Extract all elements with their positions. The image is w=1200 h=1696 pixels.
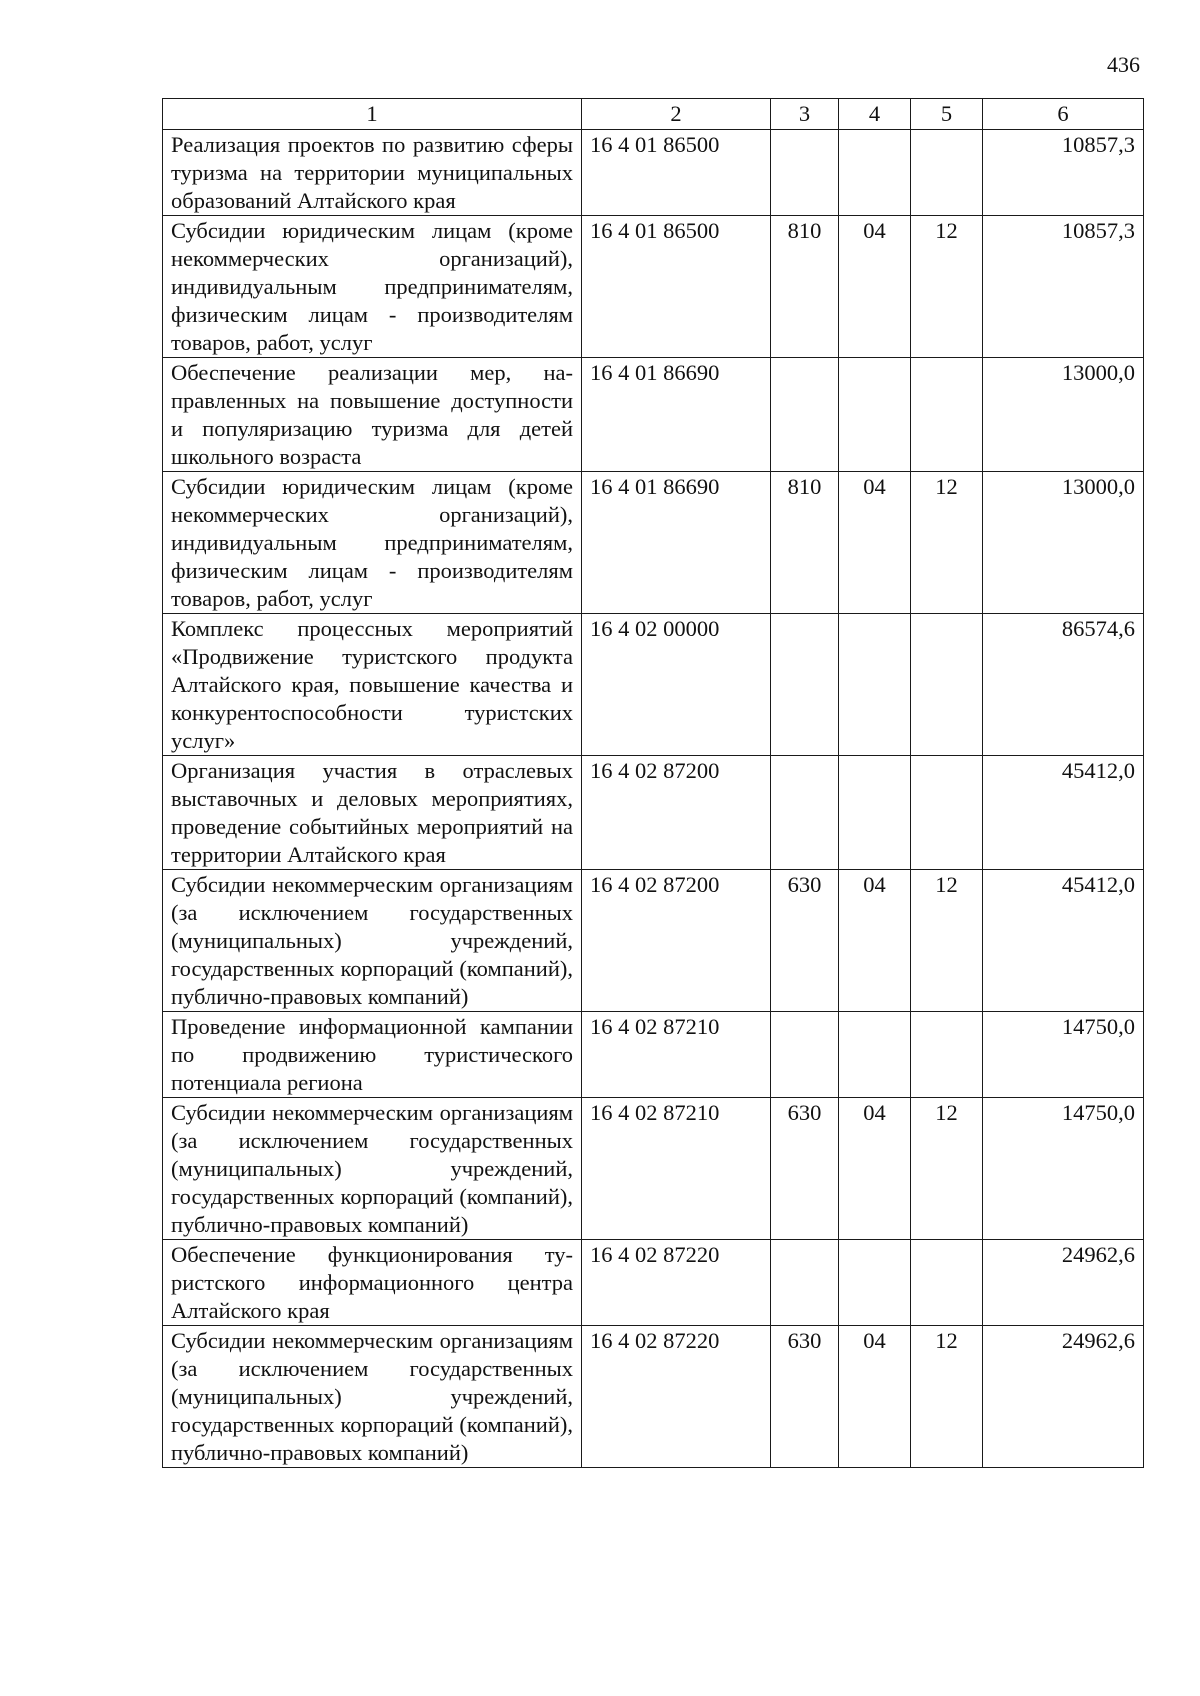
row-col-4: [839, 358, 911, 472]
header-col-6: 6: [983, 99, 1144, 130]
row-amount: 24962,6: [983, 1326, 1144, 1468]
table-row: [163, 472, 1144, 614]
row-col-5: [911, 130, 983, 216]
row-name: Субсидии некоммерческим организациям (за исключением государственных (муниципальных) учреждений, государственных корпораций (компаний), публично-правовых компаний): [163, 1326, 582, 1468]
row-amount: 14750,0: [983, 1098, 1144, 1240]
row-name: Организация участия в отраслевых выставочных и деловых мероприятиях, проведение событийных мероприятий на территории Алтайского края: [163, 756, 582, 870]
table-row: [163, 130, 1144, 216]
row-amount: 10857,3: [983, 216, 1144, 358]
header-col-1: 1: [163, 99, 582, 130]
row-col-5: [911, 756, 983, 870]
row-code: 16 4 01 86690: [582, 472, 771, 614]
row-col-5: 12: [911, 1326, 983, 1468]
table-header: [163, 99, 1144, 130]
header-col-3: 3: [771, 99, 839, 130]
table-body: [163, 130, 1144, 1468]
header-row: [163, 99, 1144, 130]
row-name: Реализация проектов по развитию сферы туризма на территории муниципальных образований Алтайского края: [163, 130, 582, 216]
table-row: [163, 358, 1144, 472]
row-col-4: 04: [839, 216, 911, 358]
header-col-4: 4: [839, 99, 911, 130]
budget-table: [162, 98, 1144, 1468]
row-col-4: [839, 130, 911, 216]
row-col-5: 12: [911, 1098, 983, 1240]
row-code: 16 4 02 87210: [582, 1012, 771, 1098]
row-amount: 24962,6: [983, 1240, 1144, 1326]
table-row: [163, 870, 1144, 1012]
row-col-3: [771, 130, 839, 216]
row-name: Обеспечение функционирования туристского информационного центра Алтайского края: [163, 1240, 582, 1326]
page-number: 436: [1107, 52, 1140, 77]
row-col-5: [911, 1240, 983, 1326]
table-row: [163, 756, 1144, 870]
row-code: 16 4 02 00000: [582, 614, 771, 756]
row-amount: 45412,0: [983, 756, 1144, 870]
row-name: Комплекс процессных мероприятий «Продвижение туристского продукта Алтайского края, повышение качества и конкурентоспособности туристских услуг»: [163, 614, 582, 756]
row-name: Субсидии некоммерческим организациям (за исключением государственных (муниципальных) учреждений, государственных корпораций (компаний), публично-правовых компаний): [163, 1098, 582, 1240]
row-name: Субсидии юридическим лицам (кроме некоммерческих организаций), индивидуальным предпринимателям, физическим лицам - производителям товаров, работ, услуг: [163, 472, 582, 614]
row-col-4: [839, 1012, 911, 1098]
row-col-3: [771, 756, 839, 870]
row-amount: 14750,0: [983, 1012, 1144, 1098]
row-col-4: 04: [839, 870, 911, 1012]
row-col-3: 630: [771, 870, 839, 1012]
table-row: [163, 1012, 1144, 1098]
row-col-3: [771, 1240, 839, 1326]
row-name: Субсидии юридическим лицам (кроме некоммерческих организаций), индивидуальным предпринимателям, физическим лицам - производителям товаров, работ, услуг: [163, 216, 582, 358]
row-col-5: [911, 358, 983, 472]
row-col-3: 810: [771, 472, 839, 614]
header-col-5: 5: [911, 99, 983, 130]
table-row: [163, 614, 1144, 756]
row-name: Субсидии некоммерческим организациям (за исключением государственных (муниципальных) учреждений, государственных корпораций (компаний), публично-правовых компаний): [163, 870, 582, 1012]
row-col-5: [911, 1012, 983, 1098]
table-row: [163, 1240, 1144, 1326]
row-amount: 13000,0: [983, 358, 1144, 472]
row-amount: 86574,6: [983, 614, 1144, 756]
row-col-4: 04: [839, 1098, 911, 1240]
row-col-3: 810: [771, 216, 839, 358]
row-code: 16 4 01 86500: [582, 130, 771, 216]
row-amount: 45412,0: [983, 870, 1144, 1012]
row-col-4: [839, 756, 911, 870]
row-col-3: [771, 358, 839, 472]
table-row: [163, 216, 1144, 358]
row-col-5: 12: [911, 870, 983, 1012]
header-col-2: 2: [582, 99, 771, 130]
row-col-4: 04: [839, 472, 911, 614]
row-name: Обеспечение реализации мер, направленных на повышение доступности и популяризацию туризма для детей школьного возраста: [163, 358, 582, 472]
row-col-3: 630: [771, 1098, 839, 1240]
row-col-5: 12: [911, 216, 983, 358]
row-code: 16 4 02 87200: [582, 756, 771, 870]
row-col-3: [771, 1012, 839, 1098]
row-code: 16 4 02 87220: [582, 1240, 771, 1326]
row-amount: 10857,3: [983, 130, 1144, 216]
row-col-5: 12: [911, 472, 983, 614]
row-code: 16 4 02 87200: [582, 870, 771, 1012]
row-code: 16 4 02 87210: [582, 1098, 771, 1240]
row-code: 16 4 02 87220: [582, 1326, 771, 1468]
table-row: [163, 1326, 1144, 1468]
row-col-4: [839, 614, 911, 756]
row-amount: 13000,0: [983, 472, 1144, 614]
row-code: 16 4 01 86500: [582, 216, 771, 358]
row-col-3: 630: [771, 1326, 839, 1468]
row-name: Проведение информационной кампании по продвижению туристического потенциала региона: [163, 1012, 582, 1098]
row-code: 16 4 01 86690: [582, 358, 771, 472]
row-col-4: 04: [839, 1326, 911, 1468]
row-col-4: [839, 1240, 911, 1326]
table-row: [163, 1098, 1144, 1240]
row-col-5: [911, 614, 983, 756]
row-col-3: [771, 614, 839, 756]
